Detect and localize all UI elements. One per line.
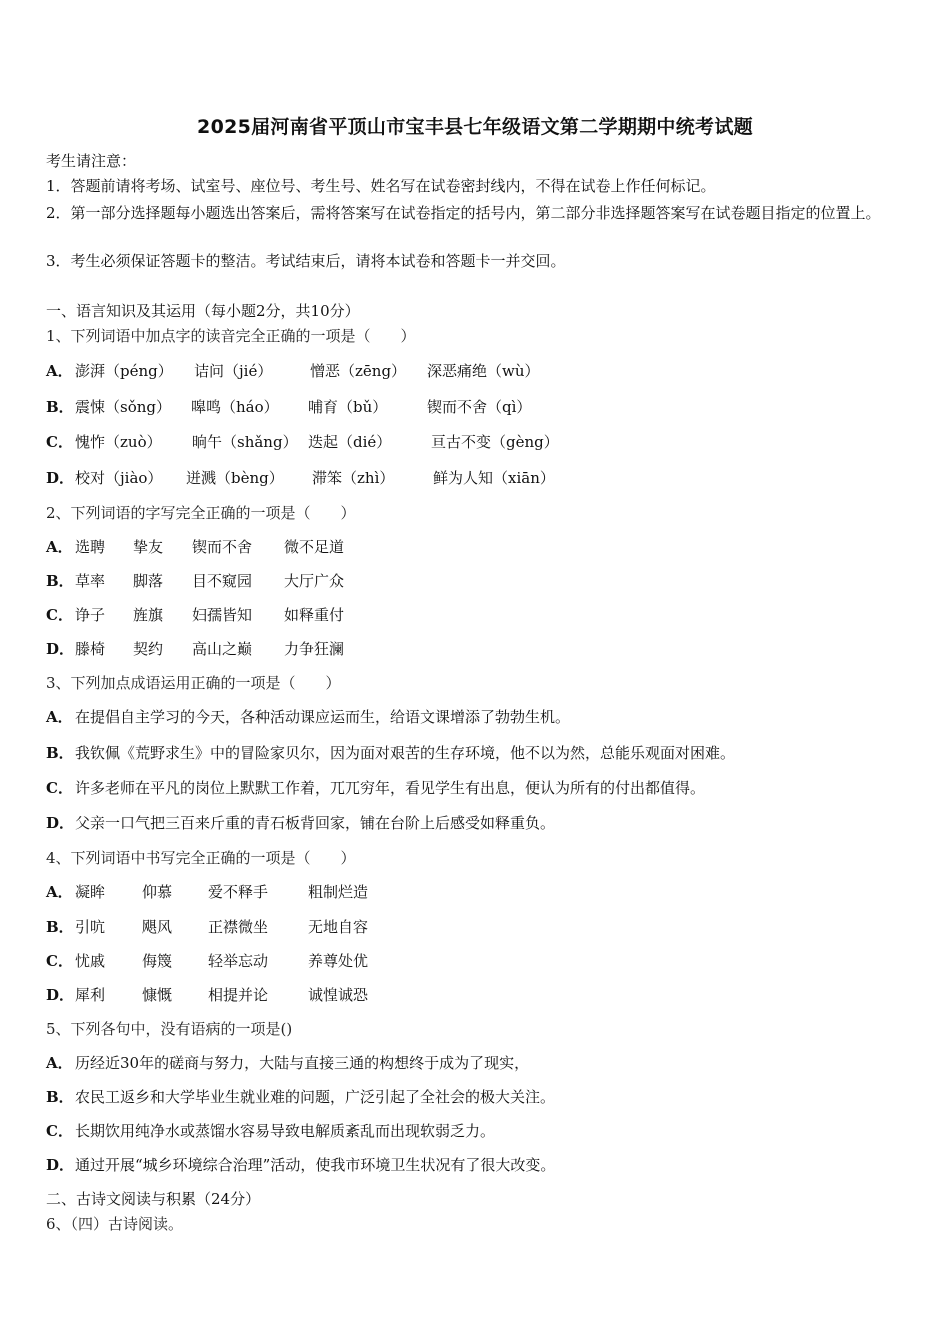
q2-option-a-word-3: 锲而不舍: [192, 538, 253, 556]
q3-option-d-text: 父亲一口气把三百来斤重的青石板背回家，铺在台阶上后感受如释重负。: [75, 814, 556, 832]
q2-option-c-word-3: 妇孺皆知: [192, 606, 253, 624]
q2-stem: 2、下列词语的字写完全正确的一项是（ ）: [46, 504, 356, 522]
q1-option-a-word-4: 深恶痛绝（wù）: [427, 362, 540, 380]
q2-option-b-word-3: 目不窥园: [192, 572, 253, 590]
q4-option-b-word-2: 飓风: [142, 918, 173, 936]
section-2-heading: 二、古诗文阅读与积累（24分）: [46, 1190, 261, 1208]
notice-heading: 考生请注意：: [46, 152, 137, 170]
q1-option-c-word-3: 迭起（dié）: [308, 433, 392, 451]
q4-option-c-word-2: 侮篾: [142, 952, 173, 970]
q4-option-b-word-4: 无地自容: [308, 918, 369, 936]
q2-option-a-word-2: 挚友: [133, 538, 164, 556]
q2-option-a-label: A．: [46, 538, 73, 556]
q1-option-a-word-2: 诘问（jié）: [194, 362, 273, 380]
q2-option-b-label: B．: [46, 572, 74, 590]
q2-option-c-word-1: 诤子: [75, 606, 106, 624]
q2-option-c-label: C．: [46, 606, 73, 624]
q4-option-b-word-1: 引吭: [75, 918, 106, 936]
q1-option-b-word-2: 嗥鸣（háo）: [191, 398, 279, 416]
q4-option-a-label: A．: [46, 883, 73, 901]
q5-option-a-label: A．: [46, 1054, 73, 1072]
notice-item-2: 2．第一部分选择题每小题选出答案后，需将答案写在试卷指定的括号内，第二部分非选择题答案写在试卷题目指定的位置上。: [46, 204, 881, 222]
q2-option-b-word-1: 草率: [75, 572, 106, 590]
q5-option-d-text: 通过开展“城乡环境综合治理”活动，使我市环境卫生状况有了很大改变。: [75, 1156, 556, 1174]
q2-option-c-word-4: 如释重付: [284, 606, 345, 624]
q6-stem: 6、（四）古诗阅读。: [46, 1215, 184, 1233]
q2-option-d-word-4: 力争狂澜: [284, 640, 345, 658]
q1-stem: 1、下列词语中加点字的读音完全正确的一项是（ ）: [46, 327, 416, 345]
q5-option-d-label: D．: [46, 1156, 75, 1174]
q4-option-a-word-2: 仰慕: [142, 883, 173, 901]
q2-option-d-word-1: 滕椅: [75, 640, 106, 658]
q1-option-d-label: D．: [46, 469, 75, 487]
q2-option-c-word-2: 旌旗: [133, 606, 164, 624]
notice-item-3: 3．考生必须保证答题卡的整洁。考试结束后，请将本试卷和答题卡一并交回。: [46, 252, 566, 270]
q5-option-a-text: 历经近30年的磋商与努力，大陆与直接三通的构想终于成为了现实，: [75, 1054, 530, 1072]
q1-option-c-word-1: 愧怍（zuò）: [75, 433, 162, 451]
q2-option-a-word-1: 选聘: [75, 538, 106, 556]
q3-option-b-text: 我钦佩《荒野求生》中的冒险家贝尔，因为面对艰苦的生存环境，他不以为然，总能乐观面对困难。: [75, 744, 736, 762]
q4-option-d-word-1: 犀利: [75, 986, 106, 1004]
q4-option-d-word-4: 诚惶诚恐: [308, 986, 369, 1004]
q4-option-b-label: B．: [46, 918, 74, 936]
section-1-heading: 一、语言知识及其运用（每小题2分，共10分）: [46, 302, 360, 320]
page-title: 2025届河南省平顶山市宝丰县七年级语文第二学期期中统考试题: [197, 116, 753, 138]
q5-option-c-text: 长期饮用纯净水或蒸馏水容易导致电解质紊乱而出现软弱乏力。: [75, 1122, 496, 1140]
q1-option-a-word-3: 憎恶（zēng）: [310, 362, 407, 380]
q4-option-a-word-4: 粗制烂造: [308, 883, 369, 901]
q4-option-d-word-2: 慷慨: [142, 986, 173, 1004]
q4-stem: 4、下列词语中书写完全正确的一项是（ ）: [46, 849, 356, 867]
q5-option-c-label: C．: [46, 1122, 73, 1140]
q1-option-b-label: B．: [46, 398, 74, 416]
q4-option-a-word-3: 爱不释手: [208, 883, 269, 901]
q4-option-c-word-3: 轻举忘动: [208, 952, 269, 970]
q1-option-c-word-4: 亘古不变（gèng）: [431, 433, 559, 451]
q3-option-d-label: D．: [46, 814, 75, 832]
q2-option-b-word-4: 大厅广众: [284, 572, 345, 590]
q4-option-d-word-3: 相提并论: [208, 986, 269, 1004]
q3-option-c-label: C．: [46, 779, 73, 797]
q4-option-d-label: D．: [46, 986, 75, 1004]
q1-option-b-word-1: 震悚（sǒng）: [75, 398, 171, 416]
q2-option-b-word-2: 脚落: [133, 572, 164, 590]
q1-option-c-label: C．: [46, 433, 73, 451]
q2-option-a-word-4: 微不足道: [284, 538, 345, 556]
q5-option-b-text: 农民工返乡和大学毕业生就业难的问题，广泛引起了全社会的极大关注。: [75, 1088, 556, 1106]
q2-option-d-word-3: 高山之巅: [192, 640, 253, 658]
q2-option-d-label: D．: [46, 640, 75, 658]
q1-option-b-word-4: 锲而不舍（qì）: [427, 398, 532, 416]
q3-option-a-text: 在提倡自主学习的今天，各种活动课应运而生，给语文课增添了勃勃生机。: [75, 708, 571, 726]
q1-option-a-word-1: 澎湃（péng）: [75, 362, 173, 380]
q1-option-c-word-2: 晌午（shǎng）: [192, 433, 298, 451]
q1-option-a-label: A．: [46, 362, 73, 380]
q2-option-d-word-2: 契约: [133, 640, 164, 658]
q4-option-c-word-1: 忧戚: [75, 952, 106, 970]
q3-option-c-text: 许多老师在平凡的岗位上默默工作着，兀兀穷年，看见学生有出息，便认为所有的付出都值得。: [75, 779, 706, 797]
q3-option-a-label: A．: [46, 708, 73, 726]
q1-option-b-word-3: 哺育（bǔ）: [308, 398, 388, 416]
q4-option-c-word-4: 养尊处优: [308, 952, 369, 970]
q1-option-d-word-3: 滞笨（zhì）: [312, 469, 395, 487]
q3-stem: 3、下列加点成语运用正确的一项是（ ）: [46, 674, 341, 692]
q5-option-b-label: B．: [46, 1088, 74, 1106]
q3-option-b-label: B．: [46, 744, 74, 762]
q1-option-d-word-4: 鲜为人知（xiān）: [433, 469, 555, 487]
q5-stem: 5、下列各句中，没有语病的一项是(): [46, 1020, 293, 1038]
q4-option-b-word-3: 正襟微坐: [208, 918, 269, 936]
q1-option-d-word-2: 迸溅（bèng）: [186, 469, 284, 487]
q4-option-c-label: C．: [46, 952, 73, 970]
notice-item-1: 1．答题前请将考场、试室号、座位号、考生号、姓名写在试卷密封线内，不得在试卷上作任何标记。: [46, 177, 716, 195]
q4-option-a-word-1: 凝眸: [75, 883, 106, 901]
q1-option-d-word-1: 校对（jiào）: [75, 469, 163, 487]
